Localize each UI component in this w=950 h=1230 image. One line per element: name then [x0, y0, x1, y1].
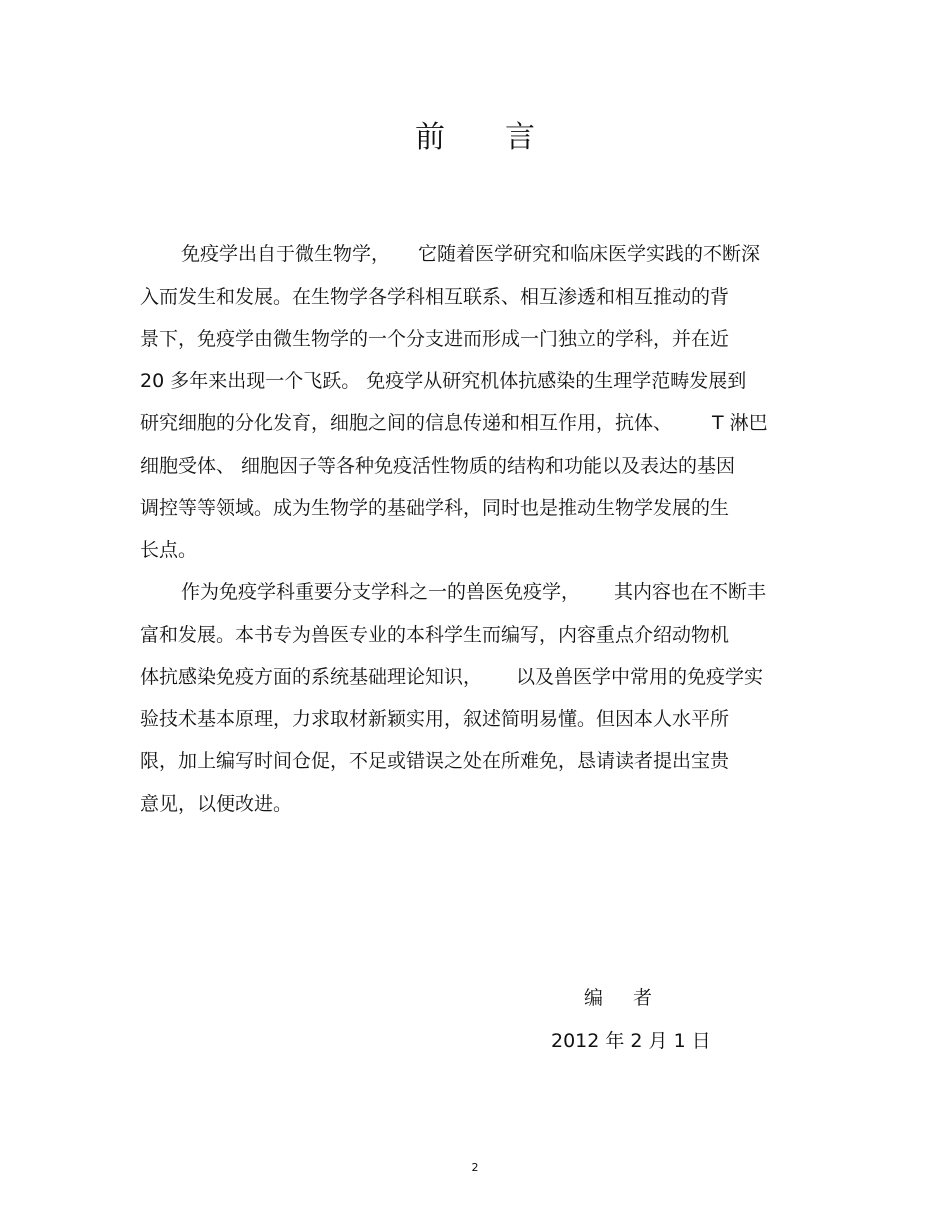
- p1-line-2: 入而发生和发展。在生物学各学科相互联系、相互渗透和相互推动的背: [140, 286, 730, 308]
- p2-line-3-a: 体抗感染免疫方面的系统基础理论知识，: [140, 666, 483, 688]
- p2-line-3: [140, 662, 763, 692]
- page-title: [0, 116, 950, 160]
- signature-date: 2012 年 2 月 1 日: [551, 1030, 711, 1052]
- page-number: 2: [471, 1161, 479, 1174]
- p1-line-4: 20 多年来出现一个飞跃。 免疫学从研究机体抗感染的生理学范畴发展到: [140, 370, 747, 392]
- p2-line-5: 限，加上编写时间仓促，不足或错误之处在所难免，恳请读者提出宝贵: [140, 750, 730, 772]
- p2-line-3-b: 以及兽医学中常用的免疫学实: [516, 666, 764, 688]
- p1-line-6: 细胞受体、 细胞因子等各种免疫活性物质的结构和功能以及表达的基因: [140, 455, 736, 477]
- editor-char-2: 者: [633, 987, 653, 1009]
- editor-signature: [584, 983, 652, 1013]
- p2-line-2: 富和发展。本书专为兽医专业的本科学生而编写，内容重点介绍动物机: [140, 624, 730, 646]
- p1-line-5-b: T 淋巴: [712, 412, 768, 434]
- p1-line-5-a: 研究细胞的分化发育，细胞之间的信息传递和相互作用，抗体、: [140, 412, 673, 434]
- p2-line-1-b: 其内容也在不断丰: [614, 581, 767, 603]
- p1-line-7: 调控等等领域。成为生物学的基础学科，同时也是推动生物学发展的生: [140, 497, 730, 519]
- p2-line-6: 意见，以便改进。: [140, 793, 293, 815]
- p2-line-4: 验技术基本原理，力求取材新颖实用，叙述简明易懂。但因本人水平所: [140, 708, 730, 730]
- title-char-1: 前: [415, 120, 445, 155]
- p1-line-1: [181, 239, 760, 269]
- p1-line-3: 景下，免疫学由微生物学的一个分支进而形成一门独立的学科，并在近: [140, 328, 730, 350]
- p1-line-5: [140, 408, 768, 438]
- p2-line-1: [181, 577, 766, 607]
- title-char-2: 言: [505, 120, 535, 155]
- p1-line-1-a: 免疫学出自于微生物学，: [181, 243, 391, 265]
- p1-line-1-b: 它随着医学研究和临床医学实践的不断深: [418, 243, 761, 265]
- p1-line-8: 长点。: [140, 539, 198, 561]
- editor-char-1: 编: [584, 987, 604, 1009]
- p2-line-1-a: 作为免疫学科重要分支学科之一的兽医免疫学，: [181, 581, 581, 603]
